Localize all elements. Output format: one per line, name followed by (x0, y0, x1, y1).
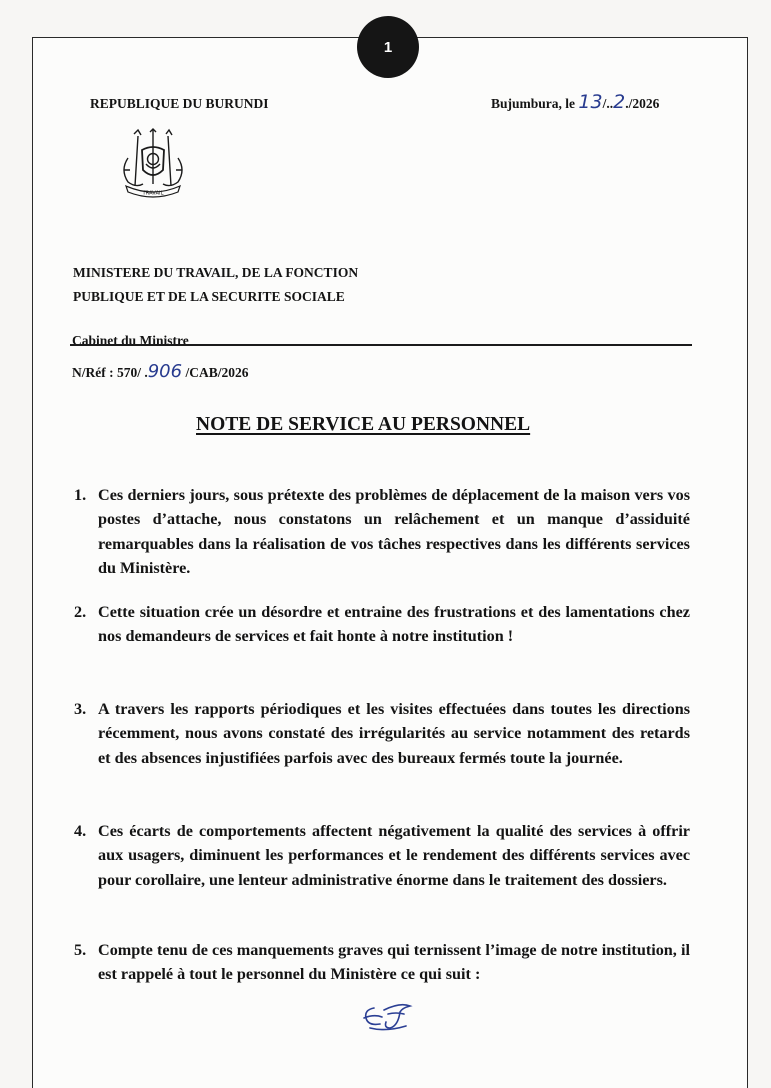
reference-suffix: /CAB/2026 (182, 365, 249, 380)
page-number-badge (357, 16, 419, 78)
coat-of-arms-icon (112, 128, 194, 204)
ministry-line-2: PUBLIQUE ET DE LA SECURITE SOCIALE (73, 289, 345, 304)
paragraph-number: 1. (74, 486, 87, 504)
paragraph-text: Ces derniers jours, sous prétexte des problèmes de déplacement de la maison vers vos postes d’attache, nous constatons un relâchement et un manque d’assiduité remarquables dans la réalisation de vos tâches respectives dans les différents services du Ministère. (98, 486, 690, 577)
ministry-line-1: MINISTERE DU TRAVAIL, DE LA FONCTION (73, 265, 359, 280)
document-title: NOTE DE SERVICE AU PERSONNEL (196, 414, 531, 435)
page-number: 1 (383, 38, 393, 56)
handwritten-initials-icon (360, 998, 416, 1034)
paragraph-1 (74, 483, 690, 580)
paragraph-2 (74, 600, 690, 649)
date-day-handwritten: 13 (578, 91, 603, 113)
ministry-name (73, 261, 358, 309)
paragraph-number: 4. (74, 822, 87, 840)
paragraph-5 (74, 938, 690, 987)
paragraph-number: 2. (74, 603, 87, 621)
initials-strokes (364, 1005, 410, 1030)
paragraph-text: A travers les rapports périodiques et les visites effectuées dans toutes les directions récemment, nous avons constaté des irrégularités au service notamment des retards et des absences injustifiées parfois avec des bureaux fermés toute la journée. (98, 700, 690, 767)
republic-heading: REPUBLIQUE DU BURUNDI (90, 96, 269, 111)
paragraph-4 (74, 819, 690, 892)
reference-handwritten: 906 (147, 361, 183, 382)
paragraph-number: 5. (74, 941, 87, 959)
reference-number (72, 361, 248, 382)
paragraph-3 (74, 697, 690, 770)
place-prefix: Bujumbura, le (491, 96, 579, 111)
cabinet-label: Cabinet du Ministre (72, 333, 189, 348)
date-year: 2026 (632, 96, 660, 111)
reference-prefix: N/Réf : 570/ . (72, 365, 148, 380)
date-month-handwritten: 2 (613, 91, 626, 113)
emblem-motto: TRAVAIL (142, 190, 164, 197)
date-separator-2: ./ (625, 96, 633, 111)
cabinet-rule (70, 344, 692, 346)
paragraph-text: Ces écarts de comportements affectent négativement la qualité des services à offrir aux usagers, diminuent les performances et le rendement des différents services avec pour corollaire, une lenteur administrative énorme dans le traitement des dossiers. (98, 822, 690, 889)
paragraph-text: Cette situation crée un désordre et entraine des frustrations et des lamentations chez nos demandeurs de services et fait honte à notre institution ! (98, 603, 690, 646)
paragraph-text: Compte tenu de ces manquements graves qui ternissent l’image de notre institution, il est rappelé à tout le personnel du Ministère ce qui suit : (98, 941, 690, 984)
date-separator-1: /.. (602, 96, 614, 111)
place-date (491, 91, 659, 113)
paragraph-number: 3. (74, 700, 87, 718)
